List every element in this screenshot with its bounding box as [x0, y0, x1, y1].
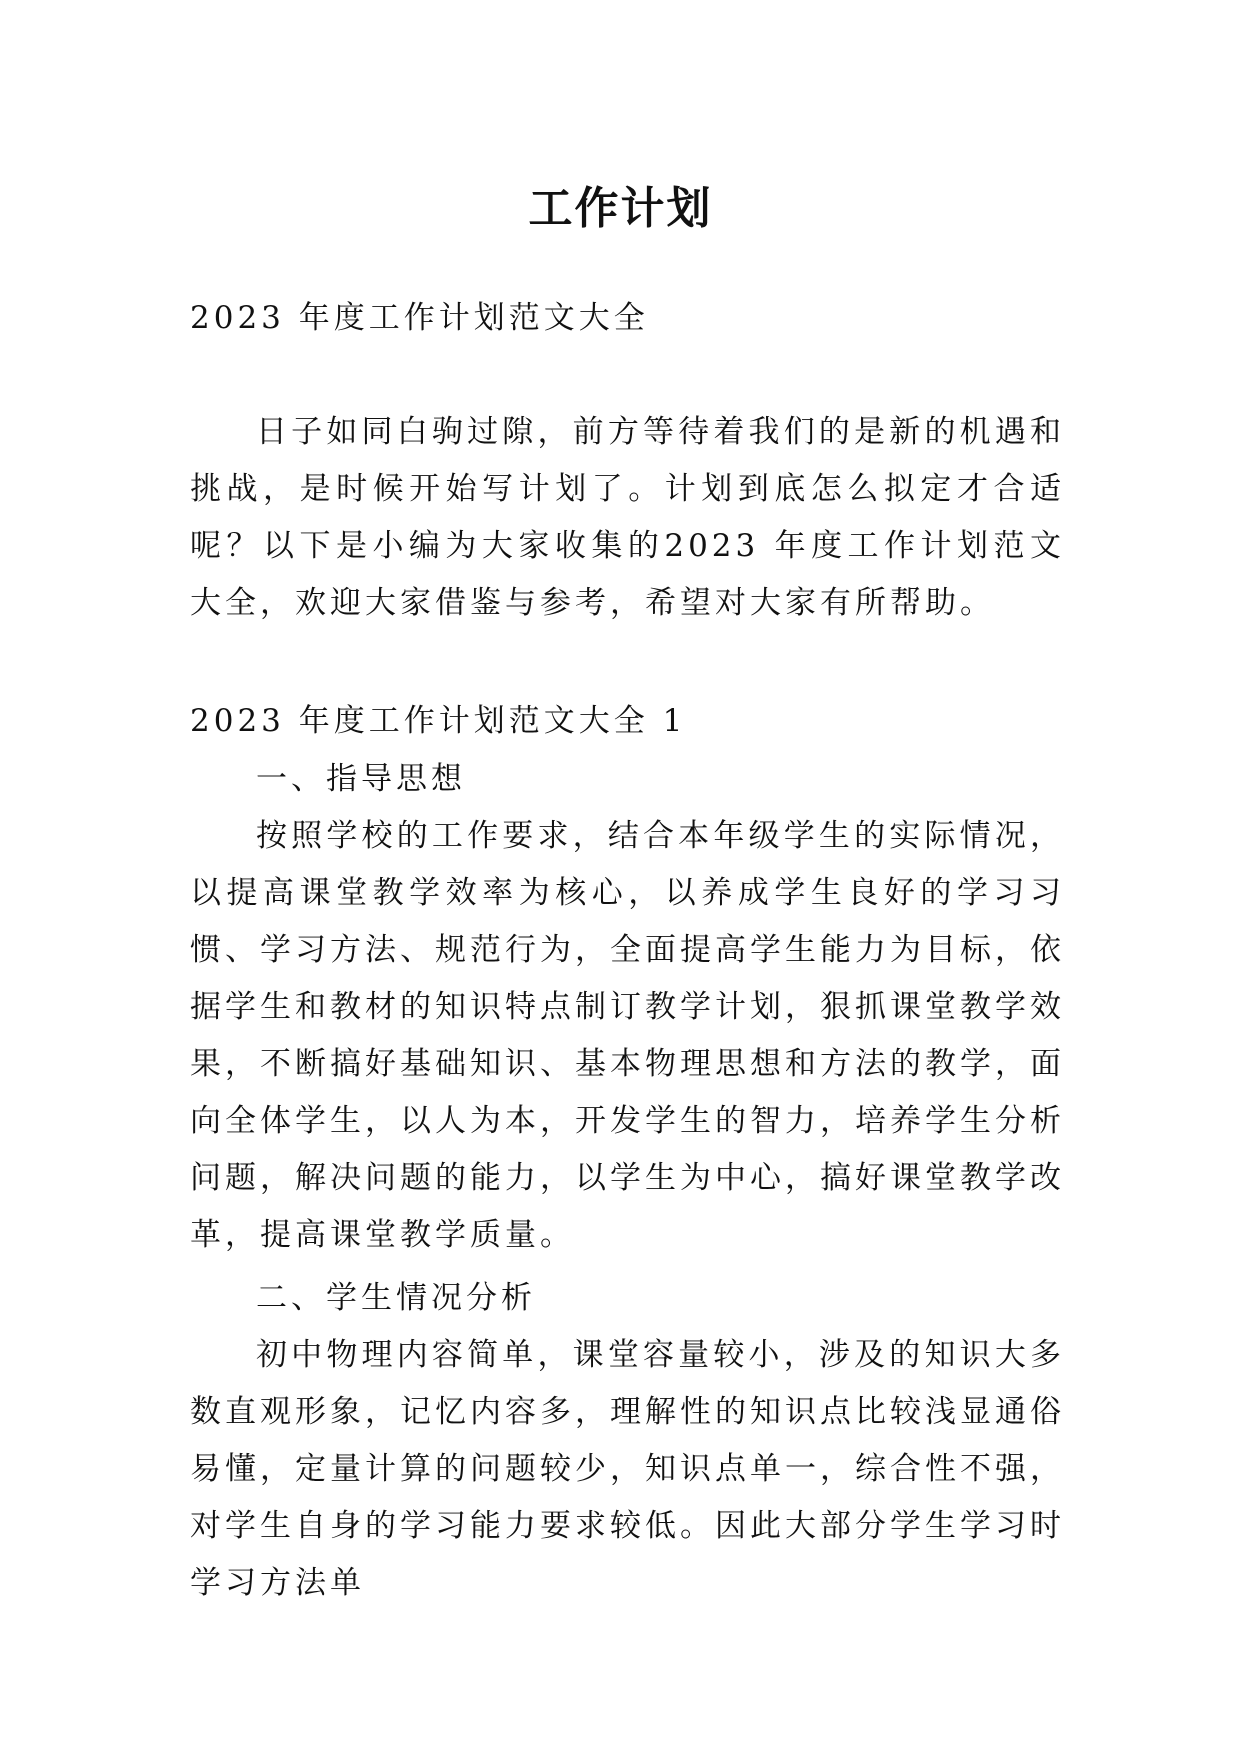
heading-student-analysis: 二、学生情况分析	[256, 1280, 536, 1316]
paragraph-guiding-thought: 按照学校的工作要求，结合本年级学生的实际情况，以提高课堂教学效率为核心，以养成学生良好的学习习惯、学习方法、规范行为，全面提高学生能力为目标，依据学生和教材的知识特点制订教学计划，狠抓课堂教学效果，不断搞好基础知识、基本物理思想和方法的教学，面向全体学生，以人为本，开发学生的智力，培养学生分析问题，解决问题的能力，以学生为中心，搞好课堂教学改革，提高课堂教学质量。	[190, 818, 1065, 1253]
document-subtitle: 2023 年度工作计划范文大全	[190, 300, 649, 336]
document-title: 工作计划	[528, 183, 713, 235]
heading-guiding-thought: 一、指导思想	[256, 761, 466, 797]
section-title: 2023 年度工作计划范文大全 1	[190, 703, 687, 739]
intro-paragraph: 日子如同白驹过隙，前方等待着我们的是新的机遇和挑战，是时候开始写计划了。计划到底怎么拟定才合适呢？以下是小编为大家收集的2023 年度工作计划范文大全，欢迎大家借鉴与参考，希望对大家有所帮助。	[190, 414, 1065, 621]
paragraph-student-analysis: 初中物理内容简单，课堂容量较小，涉及的知识大多数直观形象，记忆内容多，理解性的知识点比较浅显通俗易懂，定量计算的问题较少，知识点单一，综合性不强，对学生自身的学习能力要求较低。因此大部分学生学习时学习方法单	[190, 1337, 1065, 1601]
